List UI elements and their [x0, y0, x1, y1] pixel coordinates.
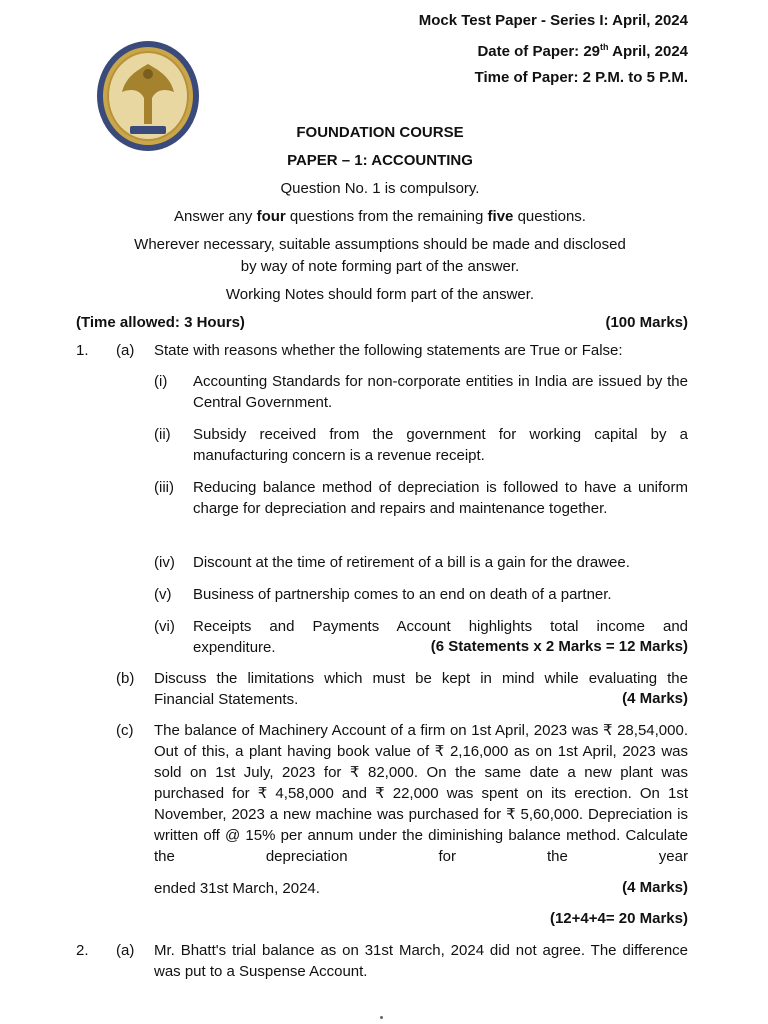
statement-text-cont: expenditure.	[193, 639, 276, 656]
part-c-marks: (4 Marks)	[622, 879, 688, 896]
statement-text: Business of partnership comes to an end on death of a partner.	[193, 586, 612, 603]
statement-label: (iii)	[154, 479, 174, 496]
part-label: (a)	[116, 342, 135, 359]
statement-label: (iv)	[154, 554, 175, 571]
part-label: (a)	[116, 942, 135, 959]
statement-text: Reducing balance method of depreciation is followed to have a uniform charge for depreciation and repairs and maintenance together.	[193, 479, 688, 517]
question-number: 2.	[76, 942, 89, 959]
series-title: Mock Test Paper - Series I: April, 2024	[418, 12, 688, 29]
page-mark	[380, 1016, 383, 1019]
part-b-marks: (4 Marks)	[622, 690, 688, 707]
time-allowed: (Time allowed: 3 Hours)	[76, 314, 245, 331]
question-number: 1.	[76, 342, 89, 359]
part-text-cont: Financial Statements.	[154, 691, 299, 708]
instruction-assumptions-cont: by way of note forming part of the answer.	[240, 258, 520, 275]
part-a-marks: (6 Statements x 2 Marks = 12 Marks)	[430, 638, 688, 655]
instruction-working-notes: Working Notes should form part of the answer.	[225, 286, 535, 303]
total-marks: (100 Marks)	[605, 314, 688, 331]
paper-title: PAPER – 1: ACCOUNTING	[287, 152, 473, 169]
part-label: (c)	[116, 722, 134, 739]
part-label: (b)	[116, 670, 135, 687]
statement-text: Discount at the time of retirement of a bill is a gain for the drawee.	[193, 554, 630, 571]
statement-text: Subsidy received from the government for working capital by a manufacturing concern is a revenue receipt.	[193, 426, 688, 464]
instruction-compulsory: Question No. 1 is compulsory.	[280, 180, 480, 197]
part-text: The balance of Machinery Account of a firm on 1st April, 2023 was ₹ 28,54,000. Out of this, a plant having book value of ₹ 2,16,000 as on 1st April, 2023 was sold on 1st July, 2023 for ₹ 82,000. On the same date a new plant was purchased for ₹ 4,58,000 and ₹ 22,000 was spent on its erection. On 1st November, 2023 a new machine was purchased for ₹ 5,60,000. Depreciation is written off @ 15% per annum under the diminishing balance method. Calculate the depreciation for the year	[154, 722, 688, 865]
course-title: FOUNDATION COURSE	[296, 124, 464, 141]
statement-label: (ii)	[154, 426, 171, 443]
time-of-paper: Time of Paper: 2 P.M. to 5 P.M.	[474, 69, 688, 86]
paper-header	[419, 8, 688, 91]
part-text: Discuss the limitations which must be kept in mind while evaluating the	[154, 670, 688, 687]
instruction-answer-any: Answer any four questions from the remaining five questions.	[174, 208, 586, 225]
statement-label: (v)	[154, 586, 172, 603]
date-of-paper: Date of Paper: 29th April, 2024	[477, 42, 688, 60]
part-text-cont: ended 31st March, 2024.	[154, 880, 320, 897]
statement-text: Accounting Standards for non-corporate entities in India are issued by the Central Government.	[193, 373, 688, 411]
part-text: Mr. Bhatt's trial balance as on 31st March, 2024 did not agree. The difference was put to a Suspense Account.	[154, 942, 688, 980]
instruction-assumptions: Wherever necessary, suitable assumptions should be made and disclosed	[134, 236, 626, 253]
time-marks-row	[76, 314, 688, 331]
statement-label: (vi)	[154, 618, 175, 635]
part-text: State with reasons whether the following statements are True or False:	[154, 342, 623, 359]
question-total-marks: (12+4+4= 20 Marks)	[549, 910, 688, 927]
statement-label: (i)	[154, 373, 168, 390]
statement-text: Receipts and Payments Account highlights total income and	[193, 618, 688, 635]
